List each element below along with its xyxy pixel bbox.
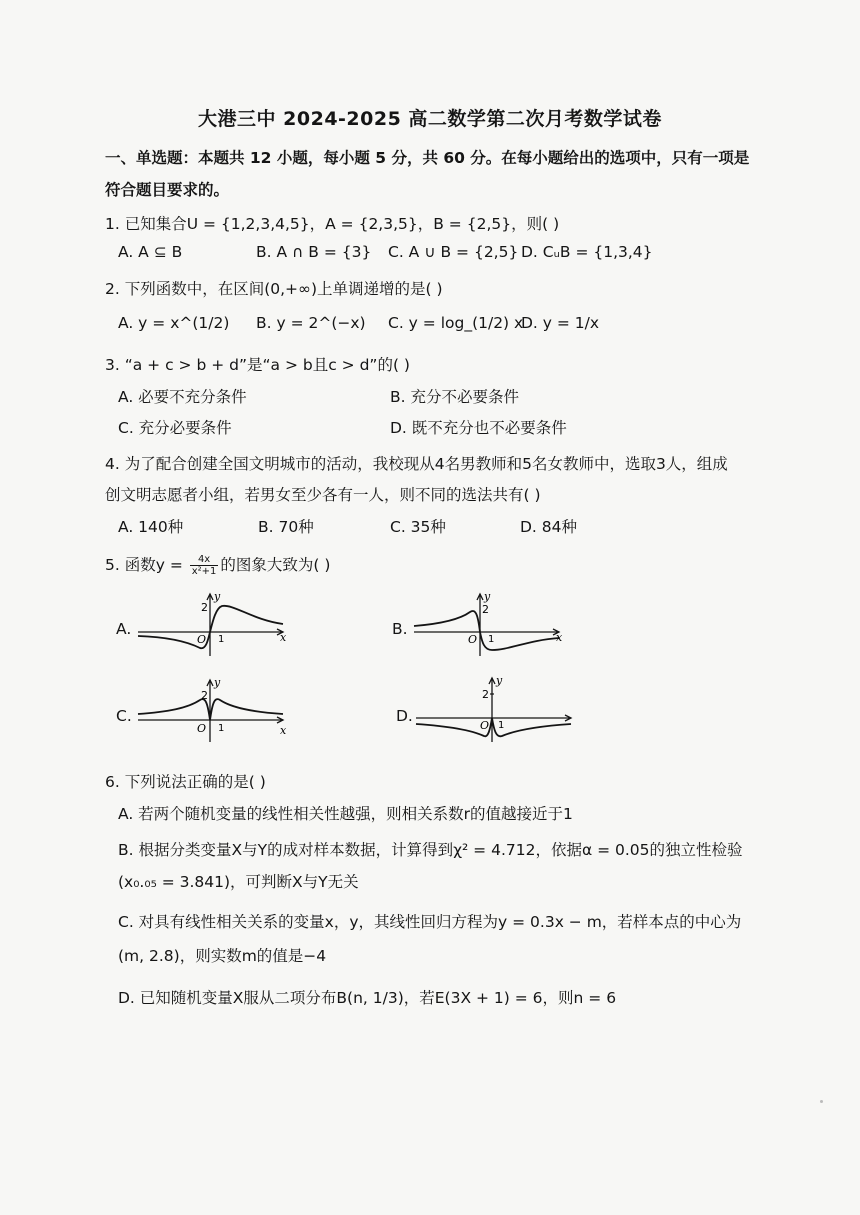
graph-d-letter: D. <box>396 707 413 725</box>
graph-d <box>416 674 576 746</box>
section-heading-line1: 一、单选题：本题共 12 小题，每小题 5 分，共 60 分。在每小题给出的选项中，只有一项是 <box>105 149 750 167</box>
question-3-option-d: D. 既不充分也不必要条件 <box>390 419 567 437</box>
question-2-option-d: D. y = 1/x <box>521 314 600 332</box>
question-4-stem-line1: 4. 为了配合创建全国文明城市的活动，我校现从4名男教师和5名女教师中，选取3人，组成 <box>105 455 728 473</box>
x-axis-label: x <box>280 631 287 644</box>
graph-c-letter: C. <box>116 707 132 725</box>
tick-2-label: 2 <box>482 688 489 701</box>
question-3-option-a: A. 必要不充分条件 <box>118 388 247 406</box>
x-axis-label: x <box>280 724 287 737</box>
question-6-option-a: A. 若两个随机变量的线性相关性越强，则相关系数r的值越接近于1 <box>118 805 573 823</box>
question-6-option-d: D. 已知随机变量X服从二项分布B(n, 1/3)，若E(3X + 1) = 6，则n = 6 <box>118 989 617 1007</box>
question-1-stem: 1. 已知集合U = {1,2,3,4,5}，A = {2,3,5}，B = {2,5}，则( ) <box>105 215 560 233</box>
function-curve <box>416 718 571 736</box>
y-axis-label: y <box>214 590 221 603</box>
origin-label: O <box>480 719 490 732</box>
question-4-option-b: B. 70种 <box>258 518 314 536</box>
question-6-option-b-line2: (x₀.₀₅ = 3.841)，可判断X与Y无关 <box>118 873 359 891</box>
tick-2-label: 2 <box>482 603 489 616</box>
graph-a-letter: A. <box>116 620 132 638</box>
fraction-numerator: 4x <box>190 554 219 566</box>
question-5-stem-suffix: 的图象大致为( ) <box>220 556 331 574</box>
y-axis-label: y <box>214 676 221 689</box>
question-5-fraction <box>190 554 219 577</box>
question-1-option-d: D. CᵤB = {1,3,4} <box>521 243 653 261</box>
question-5-stem <box>105 553 330 577</box>
function-curve <box>414 611 559 650</box>
graph-a <box>138 590 288 660</box>
question-4-option-c: C. 35种 <box>390 518 446 536</box>
scan-speck <box>820 1100 823 1103</box>
question-6-option-c-line1: C. 对具有线性相关关系的变量x，y，其线性回归方程为y = 0.3x − m，若样本点的中心为 <box>118 913 742 931</box>
question-2-option-c: C. y = log_(1/2) x <box>388 314 524 332</box>
tick-2-label: 2 <box>201 689 208 702</box>
origin-label: O <box>197 633 207 646</box>
question-3-option-b: B. 充分不必要条件 <box>390 388 519 406</box>
x-axis-label: x <box>556 631 563 644</box>
question-6-option-c-line2: (m, 2.8)，则实数m的值是−4 <box>118 947 327 965</box>
graph-b <box>414 590 564 660</box>
question-2-option-a: A. y = x^(1/2) <box>118 314 230 332</box>
question-6-option-b-line1: B. 根据分类变量X与Y的成对样本数据，计算得到χ² = 4.712，依据α = 0.05的独立性检验 <box>118 841 743 859</box>
y-axis-label: y <box>496 674 503 687</box>
question-4-option-a: A. 140种 <box>118 518 184 536</box>
exam-title: 大港三中 2024-2025 高二数学第二次月考数学试卷 <box>198 108 662 130</box>
question-4-stem-line2: 创文明志愿者小组，若男女至少各有一人，则不同的选法共有( ) <box>105 486 541 504</box>
graph-b-letter: B. <box>392 620 408 638</box>
question-1-option-a: A. A ⊆ B <box>118 243 183 261</box>
question-2-stem: 2. 下列函数中，在区间(0,+∞)上单调递增的是( ) <box>105 280 443 298</box>
tick-2-label: 2 <box>201 601 208 614</box>
y-axis-label: y <box>484 590 491 603</box>
question-3-stem: 3. “a + c > b + d”是“a > b且c > d”的( ) <box>105 356 410 374</box>
origin-label: O <box>468 633 478 646</box>
question-2-option-b: B. y = 2^(−x) <box>256 314 366 332</box>
tick-1-label: 1 <box>488 634 495 645</box>
question-4-option-d: D. 84种 <box>520 518 578 536</box>
question-3-option-c: C. 充分必要条件 <box>118 419 232 437</box>
fraction-denominator: x²+1 <box>191 566 217 577</box>
tick-1-label: 1 <box>218 723 225 734</box>
question-6-stem: 6. 下列说法正确的是( ) <box>105 773 266 791</box>
graph-c <box>138 676 288 746</box>
origin-label: O <box>197 722 207 735</box>
tick-1-label: 1 <box>498 720 505 731</box>
question-5-stem-prefix: 5. 函数y = <box>105 556 183 574</box>
question-1-option-b: B. A ∩ B = {3} <box>256 243 372 261</box>
tick-1-label: 1 <box>218 634 225 645</box>
question-1-option-c: C. A ∪ B = {2,5} <box>388 243 519 261</box>
section-heading-line2: 符合题目要求的。 <box>105 181 230 199</box>
